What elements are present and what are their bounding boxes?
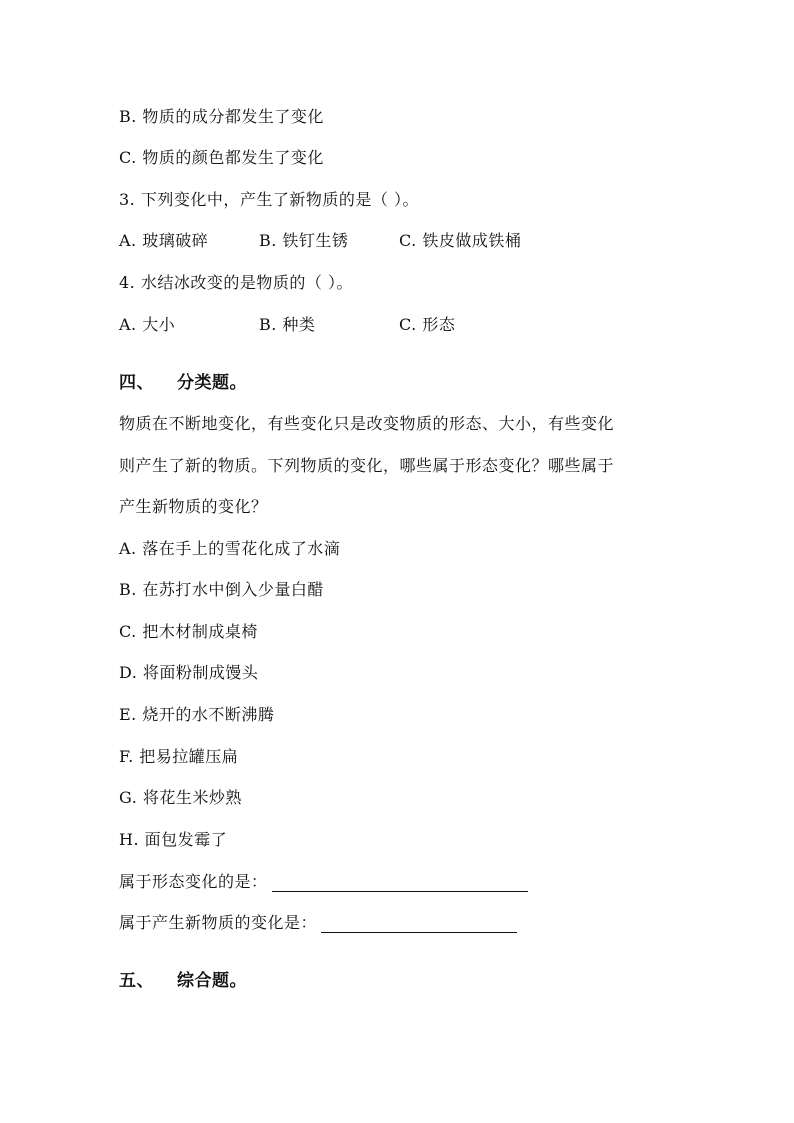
section4-item-b: B. 在苏打水中倒入少量白醋 (119, 580, 324, 599)
section4-item-d: D. 将面粉制成馒头 (119, 663, 259, 682)
section5-title: 综合题。 (177, 971, 247, 991)
q4-option-c: C. 形态 (399, 315, 456, 334)
section5-number: 五、 (119, 971, 154, 991)
q4-option-b: B. 种类 (259, 315, 316, 334)
section4-item-f: F. 把易拉罐压扁 (119, 747, 239, 766)
section4-item-a: A. 落在手上的雪花化成了水滴 (119, 539, 341, 558)
section4-intro-line-1: 物质在不断地变化，有些变化只是改变物质的形态、大小，有些变化 (119, 414, 615, 433)
section4-item-c: C. 把木材制成桌椅 (119, 622, 258, 641)
q3-option-b: B. 铁钉生锈 (259, 231, 349, 250)
q2-option-b: B. 物质的成分都发生了变化 (119, 107, 324, 126)
answer-shape-change (119, 872, 528, 892)
q3-option-a: A. 玻璃破碎 (119, 231, 209, 250)
section4-number: 四、 (119, 373, 154, 393)
section4-intro-line-3: 产生新物质的变化？ (119, 497, 268, 516)
answer-shape-change-blank[interactable] (272, 875, 528, 892)
section5-heading (119, 971, 247, 991)
section4-item-h: H. 面包发霉了 (119, 830, 228, 849)
q4-option-a: A. 大小 (119, 315, 176, 334)
q4-stem: 4. 水结冰改变的是物质的（ ）。 (119, 273, 353, 292)
q2-option-c: C. 物质的颜色都发生了变化 (119, 148, 324, 167)
answer-new-substance-blank[interactable] (321, 916, 517, 933)
section4-item-g: G. 将花生米炒熟 (119, 788, 242, 807)
section4-heading (119, 373, 247, 393)
answer-shape-change-label: 属于形态变化的是： (119, 872, 268, 891)
q3-stem: 3. 下列变化中，产生了新物质的是（ ）。 (119, 190, 419, 209)
q3-option-c: C. 铁皮做成铁桶 (399, 231, 522, 250)
answer-new-substance-label: 属于产生新物质的变化是： (119, 913, 318, 932)
section4-title: 分类题。 (177, 373, 247, 393)
section4-item-e: E. 烧开的水不断沸腾 (119, 705, 275, 724)
section4-intro-line-2: 则产生了新的物质。下列物质的变化，哪些属于形态变化？哪些属于 (119, 456, 615, 475)
answer-new-substance (119, 913, 517, 933)
